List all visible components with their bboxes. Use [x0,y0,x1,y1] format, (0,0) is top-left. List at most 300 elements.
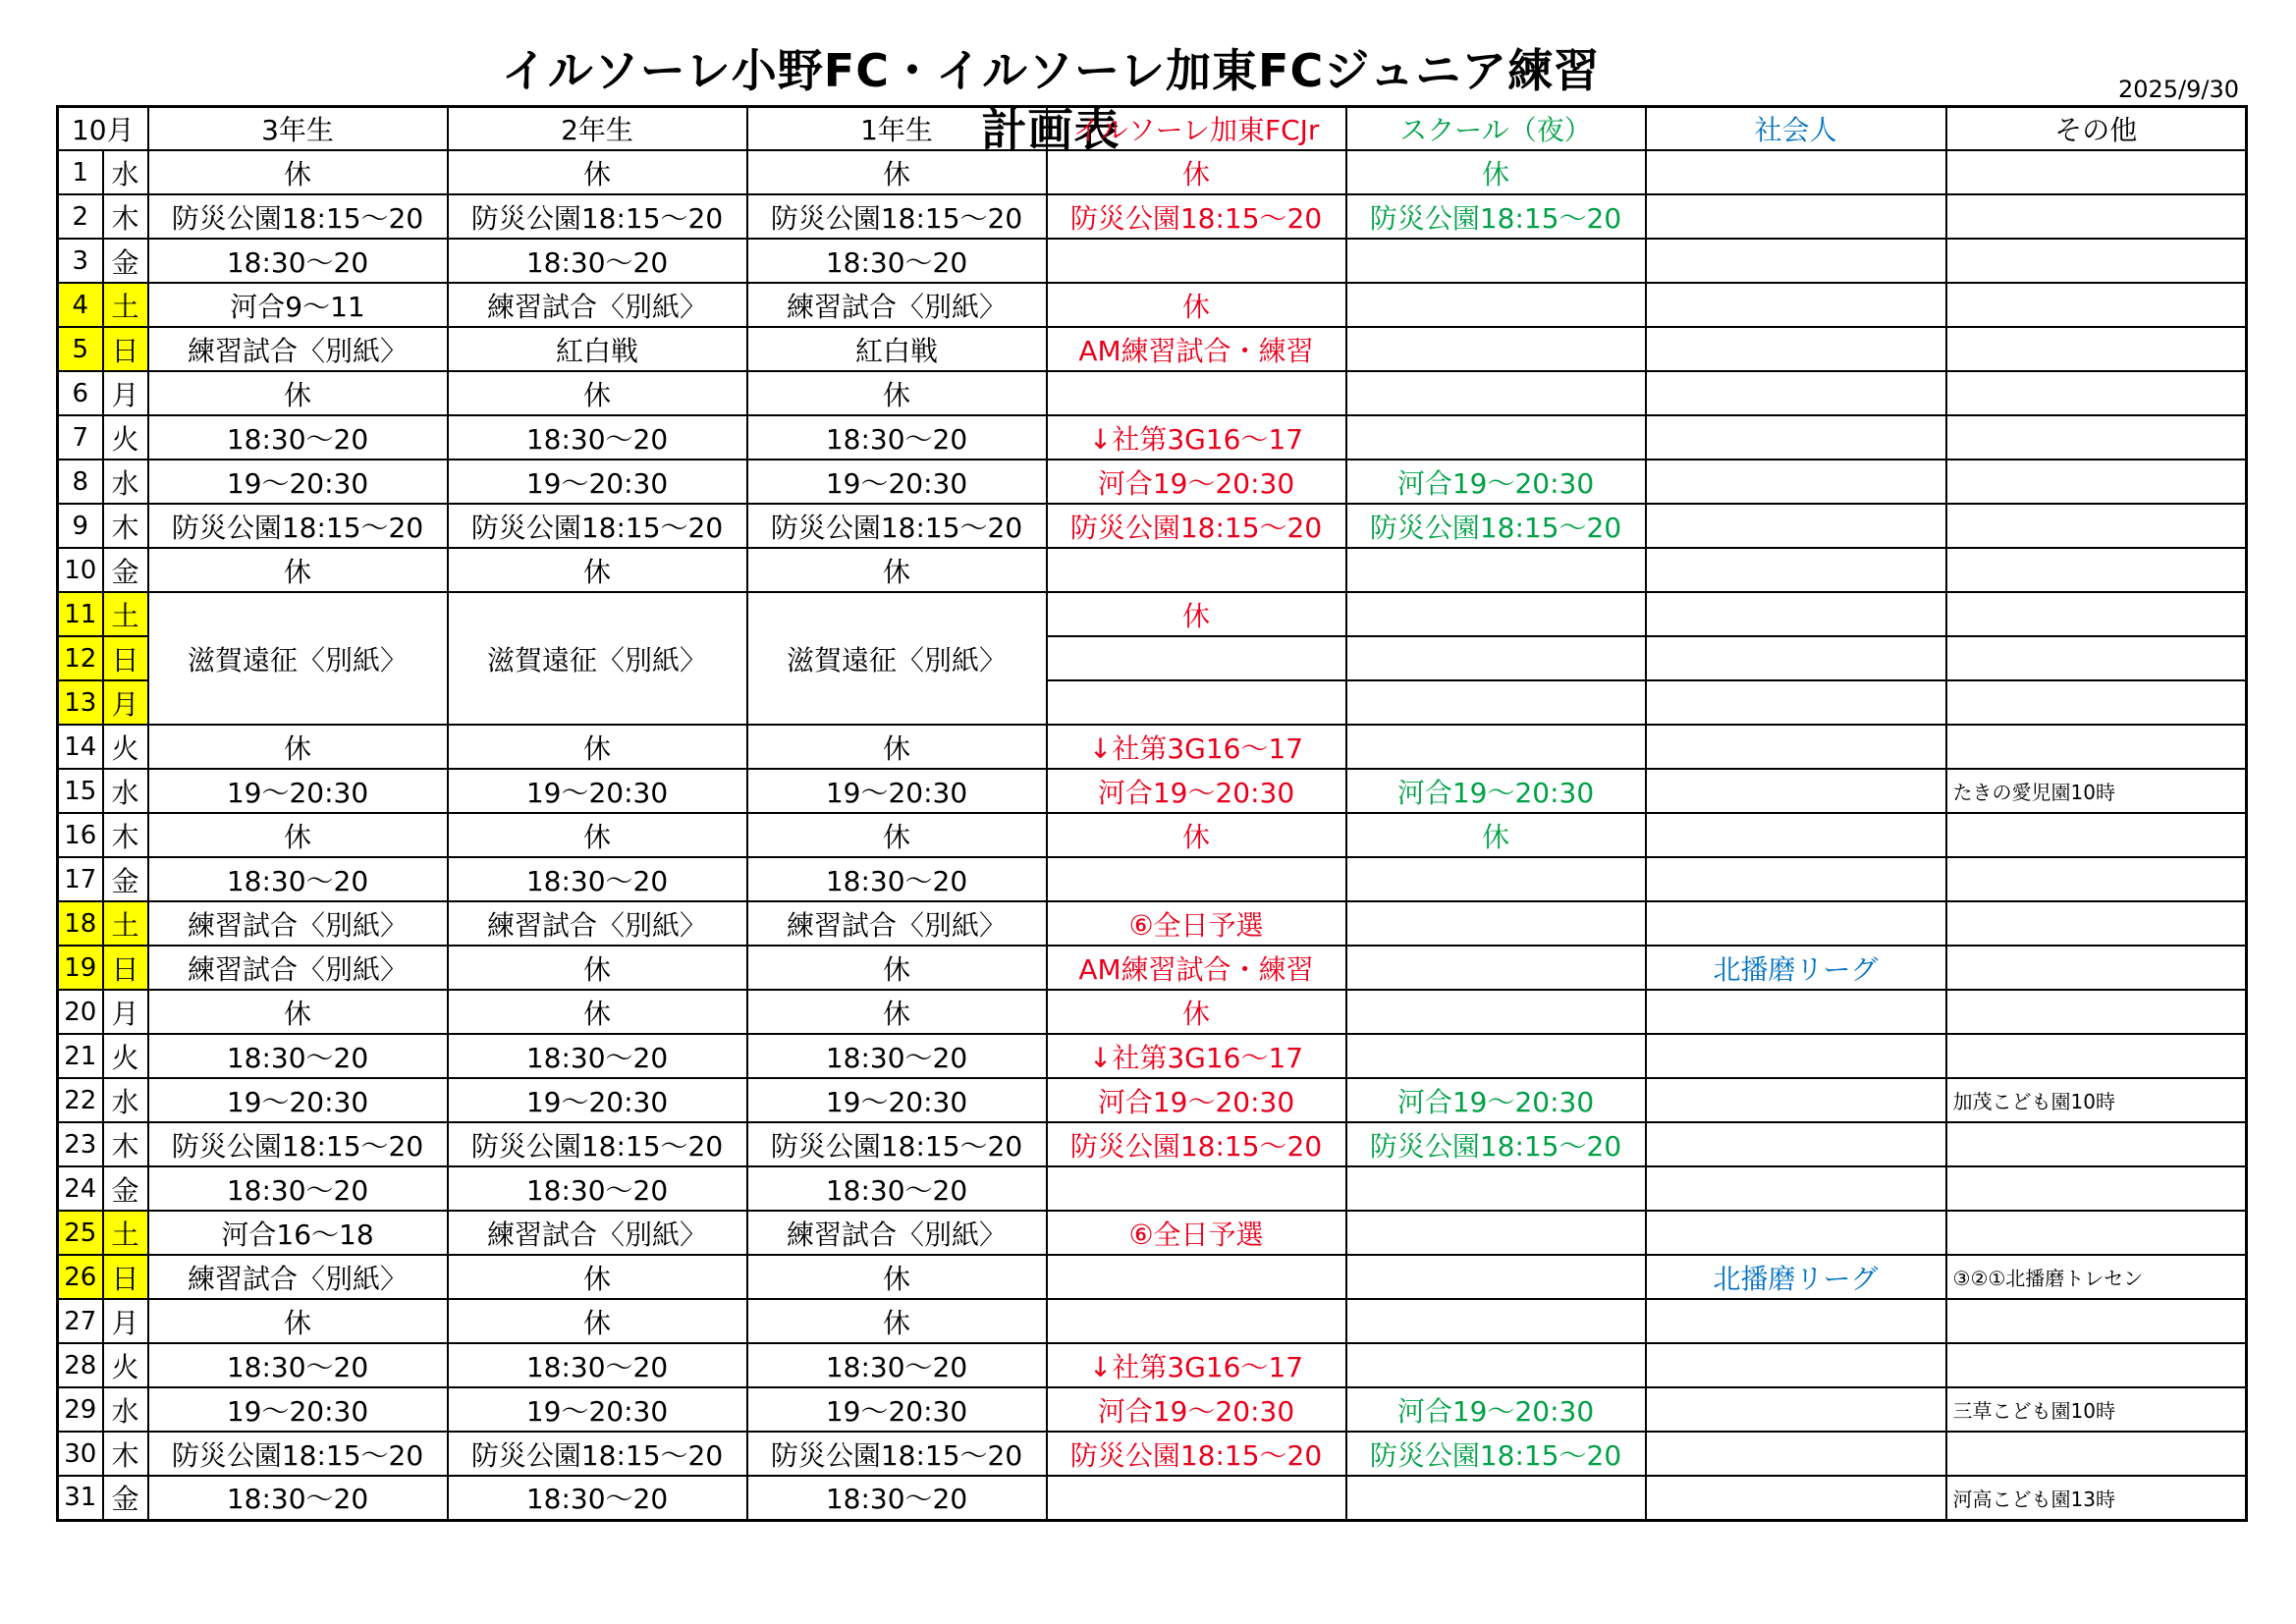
day-of-week: 日 [103,1255,148,1299]
day-number: 14 [58,725,103,769]
kato-jr-cell [1047,1166,1346,1211]
grade2-cell: 18:30～20 [448,415,747,460]
other-cell [1946,592,2247,636]
day-number: 21 [58,1034,103,1078]
adult-cell [1646,636,1946,680]
adult-cell [1646,769,1946,813]
grade3-cell: 防災公園18:15～20 [148,1122,448,1166]
day-of-week: 木 [103,194,148,239]
table-row [58,946,2247,990]
day-of-week: 火 [103,415,148,460]
kato-jr-cell [1047,636,1346,680]
day-number: 29 [58,1387,103,1432]
adult-cell [1646,990,1946,1034]
table-row [58,283,2247,327]
other-cell [1946,194,2247,239]
kato-jr-cell: ⑥全日予選 [1047,1211,1346,1255]
day-number: 31 [58,1476,103,1520]
day-of-week: 金 [103,1476,148,1520]
grade3-cell: 防災公園18:15～20 [148,194,448,239]
day-number: 11 [58,592,103,636]
grade2-cell: 19～20:30 [448,1078,747,1122]
other-cell [1946,901,2247,946]
grade3-cell: 19～20:30 [148,460,448,504]
day-of-week: 水 [103,1387,148,1432]
kato-jr-cell: 防災公園18:15～20 [1047,1122,1346,1166]
other-cell [1946,990,2247,1034]
table-row [58,1166,2247,1211]
adult-cell [1646,327,1946,371]
grade2-cell: 防災公園18:15～20 [448,194,747,239]
grade3-cell: 滋賀遠征〈別紙〉 [148,592,448,725]
kato-jr-cell: 休 [1047,283,1346,327]
header-adult: 社会人 [1646,107,1946,151]
grade1-cell: 19～20:30 [747,460,1047,504]
grade1-cell: 防災公園18:15～20 [747,1432,1047,1476]
other-cell: 加茂こども園10時 [1946,1078,2247,1122]
day-of-week: 金 [103,857,148,901]
school-night-cell [1346,990,1646,1034]
table-row [58,504,2247,548]
day-number: 27 [58,1299,103,1343]
day-of-week: 木 [103,504,148,548]
grade2-cell: 練習試合〈別紙〉 [448,901,747,946]
other-cell [1946,857,2247,901]
grade2-cell: 防災公園18:15～20 [448,1122,747,1166]
kato-jr-cell: 防災公園18:15～20 [1047,194,1346,239]
kato-jr-cell [1047,548,1346,592]
grade2-cell: 防災公園18:15～20 [448,1432,747,1476]
grade1-cell: 18:30～20 [747,1343,1047,1387]
day-number: 25 [58,1211,103,1255]
day-of-week: 月 [103,371,148,415]
grade1-cell: 19～20:30 [747,1078,1047,1122]
adult-cell [1646,548,1946,592]
table-row [58,371,2247,415]
day-of-week: 木 [103,813,148,857]
grade1-cell: 滋賀遠征〈別紙〉 [747,592,1047,725]
other-cell [1946,327,2247,371]
header-grade3: 3年生 [148,107,448,151]
grade2-cell: 練習試合〈別紙〉 [448,1211,747,1255]
school-night-cell [1346,857,1646,901]
grade1-cell: 練習試合〈別紙〉 [747,1211,1047,1255]
kato-jr-cell: 休 [1047,150,1346,194]
day-of-week: 土 [103,592,148,636]
day-of-week: 火 [103,725,148,769]
schedule-body [58,150,2247,1520]
adult-cell [1646,1078,1946,1122]
table-row [58,769,2247,813]
day-number: 30 [58,1432,103,1476]
grade1-cell: 18:30～20 [747,857,1047,901]
grade1-cell: 防災公園18:15～20 [747,504,1047,548]
table-row [58,1299,2247,1343]
day-number: 16 [58,813,103,857]
day-of-week: 月 [103,990,148,1034]
grade2-cell: 紅白戦 [448,327,747,371]
other-cell [1946,725,2247,769]
grade2-cell: 18:30～20 [448,1166,747,1211]
school-night-cell: 休 [1346,813,1646,857]
page-title: イルソーレ小野FC・イルソーレ加東FCジュニア練習計画表 [501,44,1601,156]
grade1-cell: 19～20:30 [747,1387,1047,1432]
school-night-cell [1346,283,1646,327]
adult-cell [1646,194,1946,239]
school-night-cell: 河合19～20:30 [1346,1387,1646,1432]
kato-jr-cell: AM練習試合・練習 [1047,946,1346,990]
adult-cell [1646,1211,1946,1255]
other-cell: 河高こども園13時 [1946,1476,2247,1520]
table-row [58,239,2247,283]
kato-jr-cell [1047,857,1346,901]
table-row [58,460,2247,504]
adult-cell [1646,1476,1946,1520]
kato-jr-cell [1047,371,1346,415]
grade2-cell: 18:30～20 [448,1343,747,1387]
kato-jr-cell [1047,1476,1346,1520]
adult-cell [1646,371,1946,415]
table-row [58,1387,2247,1432]
day-number: 4 [58,283,103,327]
grade3-cell: 休 [148,813,448,857]
kato-jr-cell: AM練習試合・練習 [1047,327,1346,371]
kato-jr-cell: 休 [1047,990,1346,1034]
adult-cell [1646,239,1946,283]
other-cell: ③②①北播磨トレセン [1946,1255,2247,1299]
grade3-cell: 休 [148,725,448,769]
grade1-cell: 18:30～20 [747,1476,1047,1520]
kato-jr-cell: 河合19～20:30 [1047,460,1346,504]
schedule-table [56,105,2248,1522]
header-grade1: 1年生 [747,107,1047,151]
adult-cell [1646,592,1946,636]
grade3-cell: 練習試合〈別紙〉 [148,327,448,371]
grade2-cell: 休 [448,1255,747,1299]
adult-cell [1646,460,1946,504]
grade3-cell: 18:30～20 [148,1343,448,1387]
table-row [58,1122,2247,1166]
grade3-cell: 18:30～20 [148,857,448,901]
other-cell: 三草こども園10時 [1946,1387,2247,1432]
school-night-cell [1346,1476,1646,1520]
day-number: 5 [58,327,103,371]
day-number: 22 [58,1078,103,1122]
grade3-cell: 18:30～20 [148,1166,448,1211]
kato-jr-cell: ⑥全日予選 [1047,901,1346,946]
day-number: 8 [58,460,103,504]
table-row [58,857,2247,901]
day-of-week: 日 [103,946,148,990]
day-of-week: 木 [103,1432,148,1476]
school-night-cell: 防災公園18:15～20 [1346,1432,1646,1476]
header-other: その他 [1946,107,2247,151]
kato-jr-cell: ↓社第3G16～17 [1047,415,1346,460]
grade3-cell: 18:30～20 [148,239,448,283]
grade3-cell: 練習試合〈別紙〉 [148,1255,448,1299]
grade2-cell: 練習試合〈別紙〉 [448,283,747,327]
other-cell [1946,636,2247,680]
grade1-cell: 19～20:30 [747,769,1047,813]
kato-jr-cell [1047,680,1346,725]
other-cell [1946,1122,2247,1166]
adult-cell [1646,1166,1946,1211]
day-number: 3 [58,239,103,283]
grade2-cell: 防災公園18:15～20 [448,504,747,548]
day-of-week: 水 [103,769,148,813]
grade2-cell: 18:30～20 [448,857,747,901]
day-number: 10 [58,548,103,592]
school-night-cell: 河合19～20:30 [1346,769,1646,813]
day-of-week: 月 [103,1299,148,1343]
kato-jr-cell: ↓社第3G16～17 [1047,1343,1346,1387]
school-night-cell [1346,680,1646,725]
table-row [58,194,2247,239]
table-row [58,150,2247,194]
day-number: 17 [58,857,103,901]
school-night-cell [1346,725,1646,769]
grade1-cell: 18:30～20 [747,239,1047,283]
grade2-cell: 休 [448,1299,747,1343]
day-of-week: 水 [103,150,148,194]
day-number: 20 [58,990,103,1034]
day-of-week: 水 [103,1078,148,1122]
other-cell [1946,1299,2247,1343]
day-of-week: 木 [103,1122,148,1166]
adult-cell [1646,1122,1946,1166]
grade2-cell: 18:30～20 [448,239,747,283]
day-number: 1 [58,150,103,194]
day-of-week: 火 [103,1343,148,1387]
day-of-week: 土 [103,901,148,946]
grade2-cell: 休 [448,548,747,592]
school-night-cell [1346,636,1646,680]
grade1-cell: 防災公園18:15～20 [747,194,1047,239]
adult-cell [1646,725,1946,769]
grade3-cell: 練習試合〈別紙〉 [148,946,448,990]
grade3-cell: 18:30～20 [148,1476,448,1520]
kato-jr-cell [1047,239,1346,283]
day-number: 15 [58,769,103,813]
adult-cell [1646,1299,1946,1343]
grade2-cell: 休 [448,150,747,194]
adult-cell [1646,1034,1946,1078]
kato-jr-cell: 休 [1047,592,1346,636]
adult-cell [1646,1343,1946,1387]
grade1-cell: 休 [747,946,1047,990]
day-of-week: 土 [103,283,148,327]
day-number: 9 [58,504,103,548]
other-cell [1946,460,2247,504]
table-row [58,1432,2247,1476]
table-row [58,1255,2247,1299]
table-row [58,548,2247,592]
grade3-cell: 18:30～20 [148,415,448,460]
grade1-cell: 紅白戦 [747,327,1047,371]
adult-cell [1646,857,1946,901]
grade2-cell: 18:30～20 [448,1476,747,1520]
grade3-cell: 防災公園18:15～20 [148,1432,448,1476]
day-number: 18 [58,901,103,946]
day-number: 12 [58,636,103,680]
school-night-cell [1346,946,1646,990]
day-of-week: 日 [103,636,148,680]
grade3-cell: 河合9～11 [148,283,448,327]
other-cell [1946,1343,2247,1387]
day-number: 2 [58,194,103,239]
other-cell [1946,548,2247,592]
other-cell [1946,150,2247,194]
school-night-cell [1346,1166,1646,1211]
day-of-week: 金 [103,548,148,592]
school-night-cell: 防災公園18:15～20 [1346,504,1646,548]
day-of-week: 日 [103,327,148,371]
grade2-cell: 休 [448,990,747,1034]
day-number: 24 [58,1166,103,1211]
grade1-cell: 18:30～20 [747,1166,1047,1211]
document-date: 2025/9/30 [2117,76,2239,103]
other-cell [1946,415,2247,460]
grade3-cell: 19～20:30 [148,769,448,813]
day-number: 7 [58,415,103,460]
other-cell [1946,283,2247,327]
school-night-cell: 防災公園18:15～20 [1346,1122,1646,1166]
kato-jr-cell: ↓社第3G16～17 [1047,725,1346,769]
table-row [58,327,2247,371]
grade2-cell: 休 [448,813,747,857]
other-cell [1946,813,2247,857]
table-row [58,901,2247,946]
grade1-cell: 練習試合〈別紙〉 [747,901,1047,946]
kato-jr-cell: 休 [1047,813,1346,857]
grade1-cell: 休 [747,548,1047,592]
grade2-cell: 休 [448,371,747,415]
grade3-cell: 河合16～18 [148,1211,448,1255]
grade2-cell: 19～20:30 [448,769,747,813]
header-month: 10月 [58,107,148,151]
grade1-cell: 休 [747,1255,1047,1299]
grade3-cell: 休 [148,371,448,415]
adult-cell [1646,813,1946,857]
grade1-cell: 休 [747,813,1047,857]
grade2-cell: 休 [448,725,747,769]
school-night-cell [1346,1255,1646,1299]
school-night-cell [1346,415,1646,460]
school-night-cell [1346,592,1646,636]
grade1-cell: 休 [747,150,1047,194]
adult-cell [1646,901,1946,946]
kato-jr-cell: 防災公園18:15～20 [1047,1432,1346,1476]
grade2-cell: 19～20:30 [448,460,747,504]
other-cell [1946,1211,2247,1255]
day-number: 26 [58,1255,103,1299]
day-of-week: 月 [103,680,148,725]
day-number: 6 [58,371,103,415]
grade1-cell: 休 [747,725,1047,769]
other-cell [1946,371,2247,415]
day-of-week: 金 [103,1166,148,1211]
adult-cell: 北播磨リーグ [1646,946,1946,990]
table-row [58,990,2247,1034]
kato-jr-cell: ↓社第3G16～17 [1047,1034,1346,1078]
table-row [58,415,2247,460]
kato-jr-cell [1047,1255,1346,1299]
other-cell: たきの愛児園10時 [1946,769,2247,813]
header-grade2: 2年生 [448,107,747,151]
other-cell [1946,504,2247,548]
grade1-cell: 休 [747,371,1047,415]
adult-cell [1646,283,1946,327]
adult-cell [1646,504,1946,548]
day-number: 13 [58,680,103,725]
grade3-cell: 19～20:30 [148,1078,448,1122]
kato-jr-cell [1047,1299,1346,1343]
school-night-cell [1346,1034,1646,1078]
grade3-cell: 防災公園18:15～20 [148,504,448,548]
school-night-cell [1346,327,1646,371]
table-row [58,725,2247,769]
grade2-cell: 滋賀遠征〈別紙〉 [448,592,747,725]
grade3-cell: 休 [148,548,448,592]
grade1-cell: 休 [747,990,1047,1034]
school-night-cell [1346,548,1646,592]
kato-jr-cell: 河合19～20:30 [1047,769,1346,813]
adult-cell [1646,680,1946,725]
table-row [58,1476,2247,1520]
grade2-cell: 18:30～20 [448,1034,747,1078]
grade1-cell: 練習試合〈別紙〉 [747,283,1047,327]
grade3-cell: 19～20:30 [148,1387,448,1432]
table-row [58,592,2247,636]
kato-jr-cell: 河合19～20:30 [1047,1078,1346,1122]
adult-cell [1646,1387,1946,1432]
other-cell [1946,239,2247,283]
school-night-cell: 防災公園18:15～20 [1346,194,1646,239]
header-kato-jr: イルソーレ加東FCJr [1047,107,1346,151]
grade3-cell: 休 [148,990,448,1034]
school-night-cell [1346,1299,1646,1343]
day-of-week: 水 [103,460,148,504]
other-cell [1946,946,2247,990]
day-number: 23 [58,1122,103,1166]
table-row [58,1034,2247,1078]
other-cell [1946,1166,2247,1211]
table-row [58,1078,2247,1122]
kato-jr-cell: 防災公園18:15～20 [1047,504,1346,548]
other-cell [1946,1034,2247,1078]
day-of-week: 土 [103,1211,148,1255]
grade3-cell: 18:30～20 [148,1034,448,1078]
school-night-cell: 河合19～20:30 [1346,1078,1646,1122]
other-cell [1946,680,2247,725]
header-row [58,107,2247,151]
adult-cell [1646,1432,1946,1476]
grade3-cell: 休 [148,1299,448,1343]
kato-jr-cell: 河合19～20:30 [1047,1387,1346,1432]
adult-cell [1646,415,1946,460]
school-night-cell [1346,1343,1646,1387]
school-night-cell [1346,239,1646,283]
day-of-week: 金 [103,239,148,283]
grade2-cell: 19～20:30 [448,1387,747,1432]
adult-cell [1646,150,1946,194]
other-cell [1946,1432,2247,1476]
grade3-cell: 休 [148,150,448,194]
table-row [58,1211,2247,1255]
table-row [58,813,2247,857]
school-night-cell [1346,901,1646,946]
school-night-cell: 休 [1346,150,1646,194]
